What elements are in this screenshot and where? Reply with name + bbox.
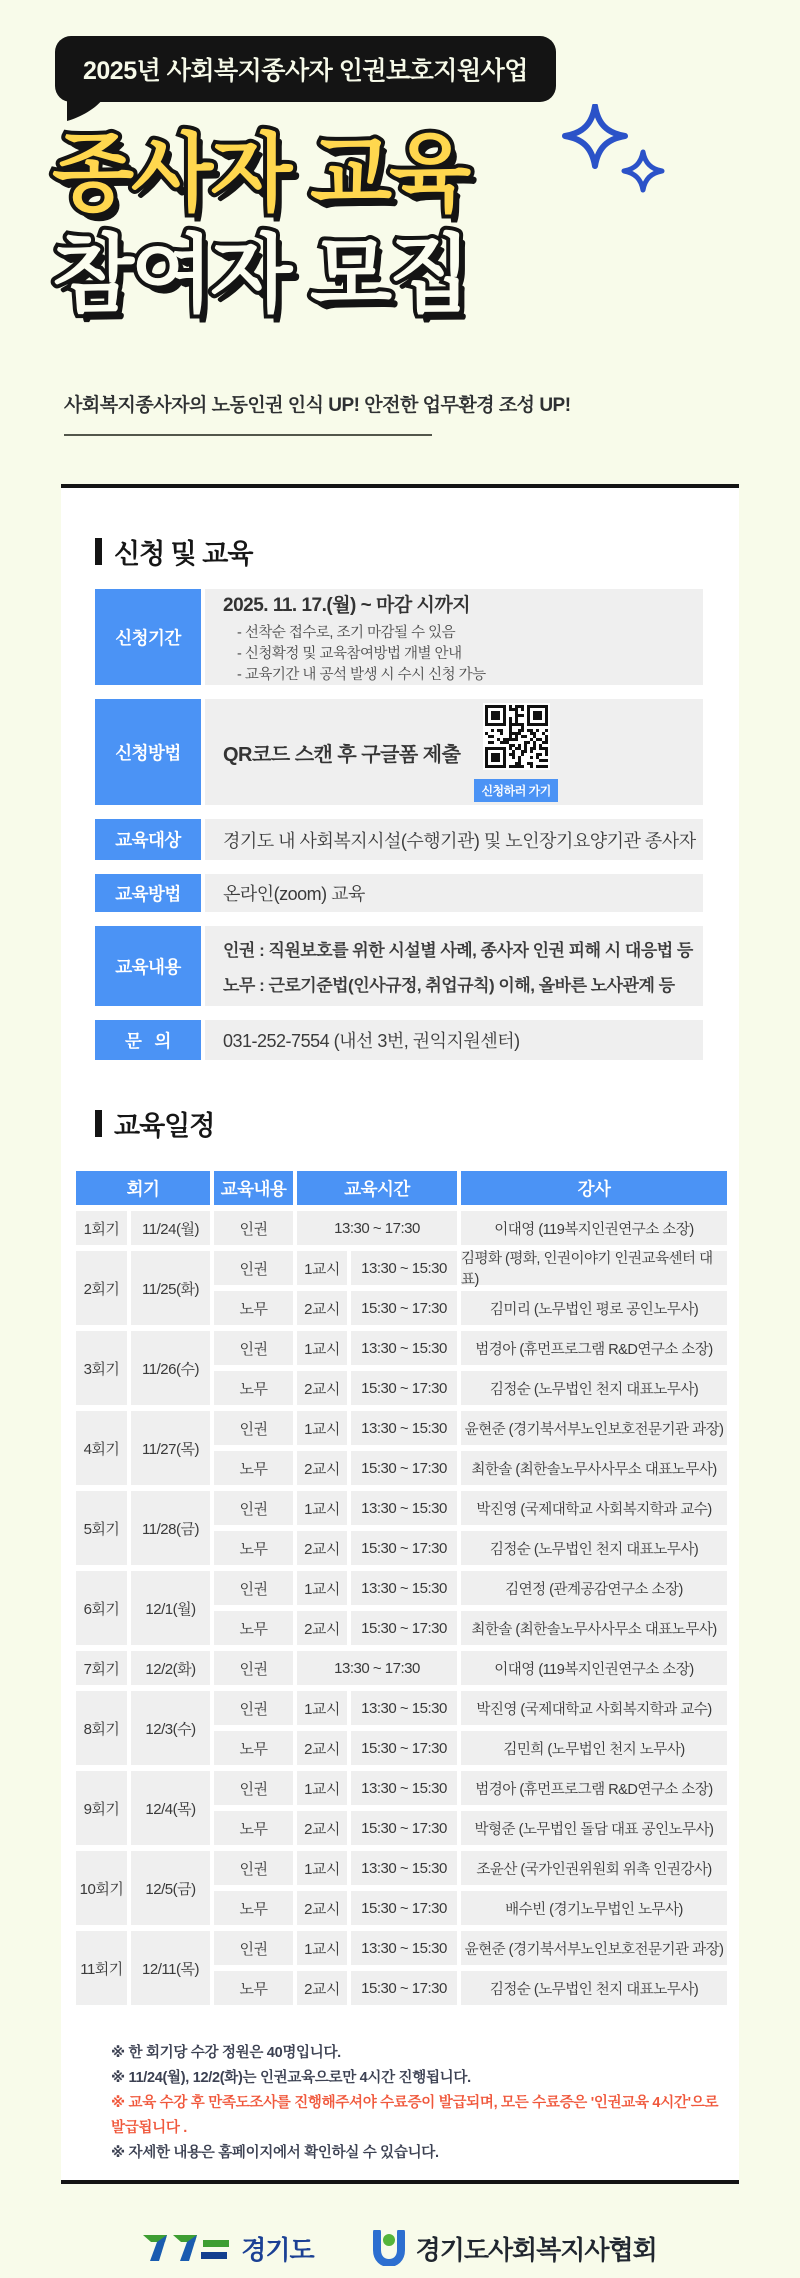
session-period: 2교시 <box>297 1451 347 1485</box>
info-row-label: 교육대상 <box>95 819 201 860</box>
content-panel <box>61 484 739 2184</box>
association-logo-label: 경기도사회복지사협회 <box>415 2234 657 2265</box>
session-subject: 인권 <box>214 1651 293 1685</box>
session-lecturer: 조윤산 (국가인권위원회 위촉 인권강사) <box>461 1851 727 1885</box>
poster-subtitle: 사회복지종사자의 노동인권 인식 UP! 안전한 업무환경 조성 UP! <box>64 395 571 416</box>
session-time: 13:30 ~ 15:30 <box>351 1491 457 1525</box>
section-title-schedule: 교육일정 <box>95 1104 739 1143</box>
session-subject: 노무 <box>214 1811 293 1845</box>
session-time: 15:30 ~ 17:30 <box>351 1971 457 2005</box>
session-time: 15:30 ~ 17:30 <box>351 1731 457 1765</box>
header-lecturer: 강사 <box>461 1171 727 1205</box>
session-lecturer: 김민희 (노무법인 천지 노무사) <box>461 1731 727 1765</box>
session-period: 1교시 <box>297 1691 347 1725</box>
gyeonggi-logo <box>143 2230 313 2267</box>
note-item: ※ 11/24(월), 12/2(화)는 인권교육으로만 4시간 진행됩니다. <box>111 2070 471 2086</box>
session-subject: 인권 <box>214 1331 293 1365</box>
session-date: 11/27(목) <box>131 1411 210 1485</box>
session-lecturer: 김평화 (평화, 인권이야기 인권교육센터 대표) <box>461 1251 727 1285</box>
session-date: 12/4(목) <box>131 1771 210 1845</box>
section-title-apply: 신청 및 교육 <box>95 532 739 571</box>
session-date: 12/1(월) <box>131 1571 210 1645</box>
header-subject: 교육내용 <box>214 1171 293 1205</box>
period-bullet: - 선착순 접수로, 조기 마감될 수 있음 <box>237 625 456 641</box>
info-row <box>95 926 703 1006</box>
session-date: 12/11(목) <box>131 1931 210 2005</box>
session-round: 2회기 <box>76 1251 127 1325</box>
session-lecturer: 윤현준 (경기북서부노인보호전문기관 과장) <box>461 1931 727 1965</box>
session-round: 5회기 <box>76 1491 127 1565</box>
header-time: 교육시간 <box>297 1171 457 1205</box>
session-time: 15:30 ~ 17:30 <box>351 1811 457 1845</box>
session-lecturer: 범경아 (휴먼프로그램 R&D연구소 소장) <box>461 1331 727 1365</box>
session-period: 2교시 <box>297 1811 347 1845</box>
session-time: 15:30 ~ 17:30 <box>351 1451 457 1485</box>
session-round: 6회기 <box>76 1571 127 1645</box>
session-lecturer: 최한솔 (최한솔노무사사무소 대표노무사) <box>461 1451 727 1485</box>
session-lecturer: 김정순 (노무법인 천지 대표노무사) <box>461 1371 727 1405</box>
info-row-label: 교육방법 <box>95 874 201 912</box>
info-rows <box>95 589 703 1060</box>
session-subject: 인권 <box>214 1411 293 1445</box>
session-lecturer: 범경아 (휴먼프로그램 R&D연구소 소장) <box>461 1771 727 1805</box>
session-period: 2교시 <box>297 1731 347 1765</box>
association-symbol-icon <box>372 2230 406 2266</box>
session-round: 4회기 <box>76 1411 127 1485</box>
notes-list <box>111 2041 719 2166</box>
info-row-content: 온라인(zoom) 교육 <box>205 874 703 912</box>
qr-block <box>474 703 557 802</box>
session-time: 13:30 ~ 15:30 <box>351 1851 457 1885</box>
session-lecturer: 배수빈 (경기노무법인 노무사) <box>461 1891 727 1925</box>
session-subject: 인권 <box>214 1931 293 1965</box>
session-time: 13:30 ~ 15:30 <box>351 1251 457 1285</box>
session-subject: 인권 <box>214 1851 293 1885</box>
period-bullet: - 교육기간 내 공석 발생 시 수시 신청 가능 <box>237 667 486 683</box>
session-period: 2교시 <box>297 1971 347 2005</box>
info-row-label: 신청기간 <box>95 589 201 685</box>
session-date: 12/5(금) <box>131 1851 210 1925</box>
session-period: 2교시 <box>297 1371 347 1405</box>
session-date: 12/3(수) <box>131 1691 210 1765</box>
info-row <box>95 1020 703 1060</box>
session-subject: 노무 <box>214 1971 293 2005</box>
session-period: 1교시 <box>297 1251 347 1285</box>
session-time: 13:30 ~ 17:30 <box>297 1211 457 1245</box>
session-time: 13:30 ~ 15:30 <box>351 1931 457 1965</box>
note-item: ※ 교육 수강 후 만족도조사를 진행해주셔야 수료증이 발급되며, 모든 수료증은 '인권교육 4시간'으로 발급됩니다 . <box>111 2095 719 2136</box>
session-lecturer: 이대영 (119복지인권연구소 소장) <box>461 1651 727 1685</box>
session-time: 15:30 ~ 17:30 <box>351 1371 457 1405</box>
note-item: ※ 한 회기당 수강 정원은 40명입니다. <box>111 2045 341 2061</box>
session-date: 11/25(화) <box>131 1251 210 1325</box>
footer-logos <box>0 2218 800 2278</box>
poster-title <box>52 124 752 326</box>
session-period: 1교시 <box>297 1571 347 1605</box>
session-time: 15:30 ~ 17:30 <box>351 1291 457 1325</box>
gyeonggi-logo-label: 경기도 <box>241 2234 314 2265</box>
program-badge <box>55 36 556 102</box>
session-lecturer: 김미리 (노무법인 평로 공인노무사) <box>461 1291 727 1325</box>
session-period: 1교시 <box>297 1411 347 1445</box>
content-line: 노무 : 근로기준법(인사규정, 취업규칙) 이해, 올바른 노사관계 등 <box>223 976 675 995</box>
session-time: 13:30 ~ 15:30 <box>351 1691 457 1725</box>
session-round: 1회기 <box>76 1211 127 1245</box>
session-round: 7회기 <box>76 1651 127 1685</box>
session-subject: 인권 <box>214 1491 293 1525</box>
session-date: 11/24(월) <box>131 1211 210 1245</box>
session-period: 1교시 <box>297 1851 347 1885</box>
session-lecturer: 박진영 (국제대학교 사회복지학과 교수) <box>461 1691 727 1725</box>
info-row-content <box>205 589 703 685</box>
qr-instruction: QR코드 스캔 후 구글폼 제출 <box>223 743 461 766</box>
title-line-2: 참여자 모집 <box>52 228 469 323</box>
session-period: 2교시 <box>297 1891 347 1925</box>
info-row <box>95 699 703 805</box>
session-time: 13:30 ~ 15:30 <box>351 1571 457 1605</box>
session-lecturer: 윤현준 (경기북서부노인보호전문기관 과장) <box>461 1411 727 1445</box>
session-lecturer: 이대영 (119복지인권연구소 소장) <box>461 1211 727 1245</box>
session-round: 10회기 <box>76 1851 127 1925</box>
session-date: 11/28(금) <box>131 1491 210 1565</box>
period-bullet: - 신청확정 및 교육참여방법 개별 안내 <box>237 646 462 662</box>
session-subject: 노무 <box>214 1531 293 1565</box>
apply-link-button[interactable]: 신청하러 가기 <box>474 779 557 802</box>
content-line: 인권 : 직원보호를 위한 시설별 사례, 종사자 인권 피해 시 대응법 등 <box>223 941 693 960</box>
info-row <box>95 874 703 912</box>
session-period: 1교시 <box>297 1331 347 1365</box>
session-time: 13:30 ~ 15:30 <box>351 1771 457 1805</box>
badge-tail-shape <box>65 99 103 121</box>
info-row-content <box>205 926 703 1006</box>
info-row <box>95 589 703 685</box>
session-lecturer: 박형준 (노무법인 돌담 대표 공인노무사) <box>461 1811 727 1845</box>
session-time: 15:30 ~ 17:30 <box>351 1611 457 1645</box>
session-date: 12/2(화) <box>131 1651 210 1685</box>
session-subject: 노무 <box>214 1891 293 1925</box>
session-subject: 인권 <box>214 1211 293 1245</box>
session-period: 1교시 <box>297 1931 347 1965</box>
session-subject: 인권 <box>214 1251 293 1285</box>
session-lecturer: 최한솔 (최한솔노무사사무소 대표노무사) <box>461 1611 727 1645</box>
session-period: 1교시 <box>297 1491 347 1525</box>
gyeonggi-symbol-icon <box>143 2231 231 2265</box>
association-logo <box>372 2230 657 2267</box>
info-row-content: 경기도 내 사회복지시설(수행기관) 및 노인장기요양기관 종사자 <box>205 819 703 860</box>
session-time: 13:30 ~ 17:30 <box>297 1651 457 1685</box>
session-lecturer: 김정순 (노무법인 천지 대표노무사) <box>461 1531 727 1565</box>
session-time: 13:30 ~ 15:30 <box>351 1411 457 1445</box>
session-subject: 노무 <box>214 1731 293 1765</box>
note-item: ※ 자세한 내용은 홈페이지에서 확인하실 수 있습니다. <box>111 2145 439 2161</box>
session-round: 3회기 <box>76 1331 127 1405</box>
session-period: 2교시 <box>297 1611 347 1645</box>
program-badge-label: 2025년 사회복지종사자 인권보호지원사업 <box>83 57 528 85</box>
session-round: 9회기 <box>76 1771 127 1845</box>
session-subject: 인권 <box>214 1771 293 1805</box>
session-subject: 노무 <box>214 1451 293 1485</box>
info-row-label: 문 의 <box>95 1020 201 1060</box>
qr-code <box>483 703 550 775</box>
session-round: 11회기 <box>76 1931 127 2005</box>
session-period: 2교시 <box>297 1291 347 1325</box>
subtitle-underline <box>64 434 432 436</box>
session-subject: 노무 <box>214 1371 293 1405</box>
header-round: 회기 <box>76 1171 210 1205</box>
title-line-1: 종사자 교육 <box>52 127 469 222</box>
session-subject: 노무 <box>214 1611 293 1645</box>
session-time: 15:30 ~ 17:30 <box>351 1531 457 1565</box>
session-lecturer: 김연정 (관계공감연구소 소장) <box>461 1571 727 1605</box>
info-row-content: 031-252-7554 (내선 3번, 권익지원센터) <box>205 1020 703 1060</box>
schedule-table <box>76 1171 727 2005</box>
session-round: 8회기 <box>76 1691 127 1765</box>
session-subject: 노무 <box>214 1291 293 1325</box>
sparkle-icon <box>557 104 677 214</box>
session-lecturer: 박진영 (국제대학교 사회복지학과 교수) <box>461 1491 727 1525</box>
session-date: 11/26(수) <box>131 1331 210 1405</box>
info-row-label: 신청방법 <box>95 699 201 805</box>
info-row <box>95 819 703 860</box>
session-time: 15:30 ~ 17:30 <box>351 1891 457 1925</box>
session-period: 1교시 <box>297 1771 347 1805</box>
session-subject: 인권 <box>214 1691 293 1725</box>
session-time: 13:30 ~ 15:30 <box>351 1331 457 1365</box>
session-lecturer: 김정순 (노무법인 천지 대표노무사) <box>461 1971 727 2005</box>
session-period: 2교시 <box>297 1531 347 1565</box>
period-title: 2025. 11. 17.(월) ~ 마감 시까지 <box>223 595 471 616</box>
session-subject: 인권 <box>214 1571 293 1605</box>
info-row-content <box>205 699 703 805</box>
info-row-label: 교육내용 <box>95 926 201 1006</box>
